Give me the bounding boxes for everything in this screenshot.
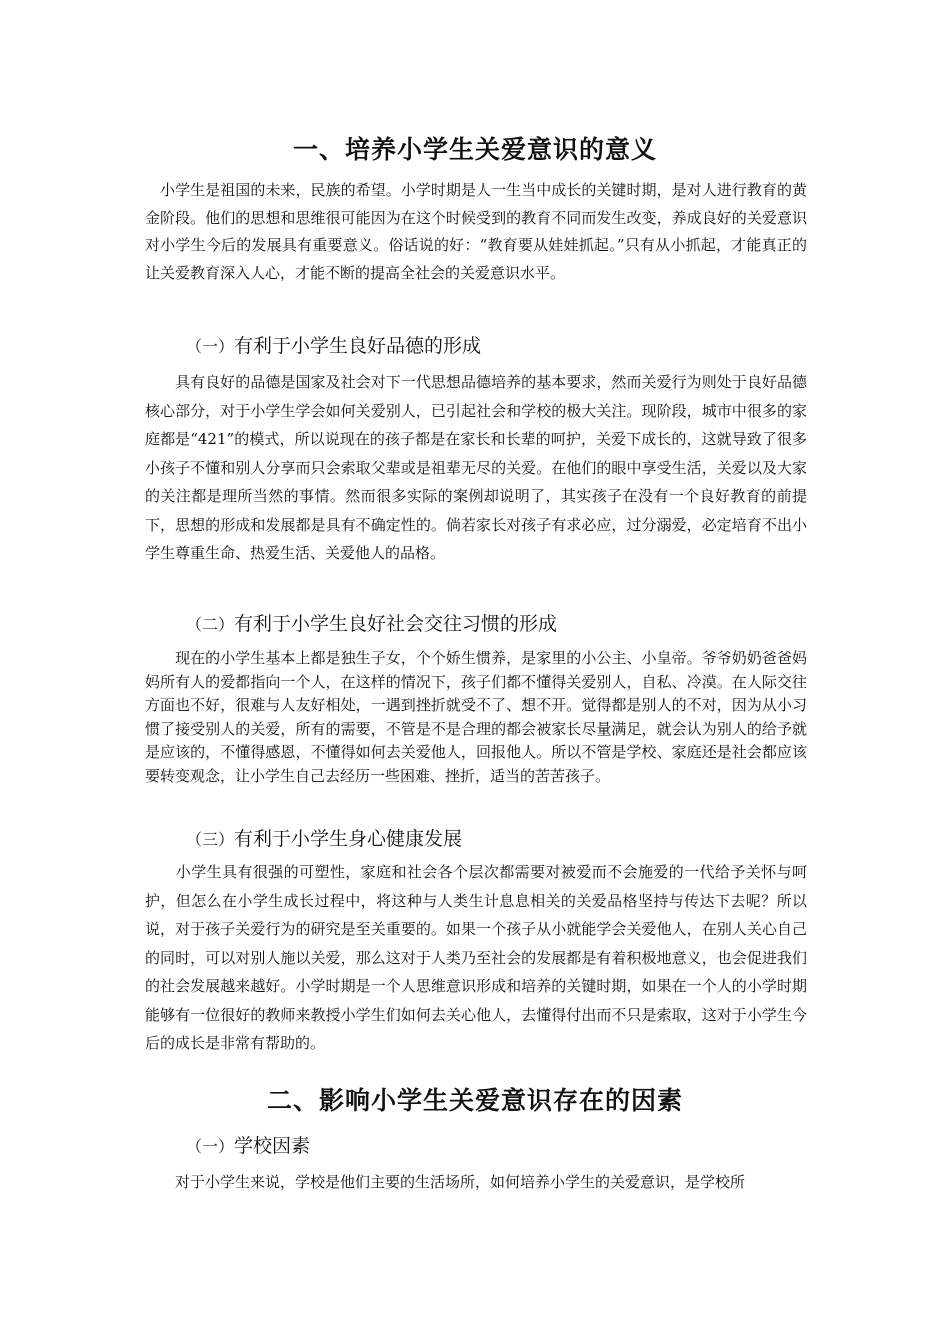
section-1-title: 一、培养小学生关爱意识的意义 (292, 135, 657, 164)
section-2-title: 二、影响小学生关爱意识存在的因素 (266, 1086, 683, 1115)
subsection-2-1-number: （一） (186, 1137, 235, 1156)
subsection-1-1-title: 有利于小学生良好品德的形成 (234, 335, 482, 357)
subsection-1-2-body (145, 647, 807, 788)
subsection-1-3-text: 小学生具有很强的可塑性，家庭和社会各个层次都需要对被爱而不会施爱的一代给予关怀与呵护，但怎么在小学生成长过程中，将这种与人类生计息息相关的关爱品格坚持与传达下去呢？所以说，对于孩子关爱行为的研究是至关重要的。如果一个孩子从小就能学会关爱他人，在别人关心自己的同时，可以对别人施以关爱，那么这对于人类乃至社会的发展都是有着积极地意义，也会促进我们的社会发展越来越好。小学时期是一个人思维意识形成和培养的关键时期，如果在一个人的小学时期能够有一位很好的教师来教授小学生们如何去关心他人，去懂得付出而不只是索取，这对于小学生今后的成长是非常有帮助的。 (145, 863, 807, 1052)
subsection-1-3-title: 有利于小学生身心健康发展 (234, 828, 463, 850)
subsection-1-1-body (145, 368, 807, 568)
subsection-2-1-title: 学校因素 (234, 1135, 311, 1157)
subsection-1-1-number: （一） (186, 337, 235, 356)
subsection-1-1-heading (186, 333, 481, 360)
subsection-1-2-heading (186, 611, 557, 638)
subsection-2-1-text: 对于小学生来说，学校是他们主要的生活场所，如何培养小学生的关爱意识，是学校所 (145, 1173, 746, 1191)
subsection-1-2-number: （二） (186, 615, 235, 634)
subsection-2-1-heading (186, 1133, 310, 1160)
subsection-1-3-number: （三） (186, 830, 235, 849)
subsection-1-3-body (145, 858, 807, 1058)
subsection-1-2-title: 有利于小学生良好社会交往习惯的形成 (234, 613, 558, 635)
section-1-intro (145, 177, 807, 287)
subsection-2-1-body (145, 1168, 807, 1197)
section-1-intro-text: 小学生是祖国的未来，民族的希望。小学时期是人一生当中成长的关键时期，是对人进行教育的黄金阶段。他们的思想和思维很可能因为在这个时候受到的教育不同而发生改变，养成良好的关爱意识对小学生今后的发展具有重要意义。俗话说的好：“教育要从娃娃抓起。”只有从小抓起，才能真正的让关爱教育深入人心，才能不断的提高全社会的关爱意识水平。 (145, 181, 807, 282)
subsection-1-3-heading (186, 826, 462, 853)
subsection-1-2-text: 现在的小学生基本上都是独生子女，个个娇生惯养，是家里的小公主、小皇帝。爷爷奶奶爸爸妈妈所有人的爱都指向一个人，在这样的情况下，孩子们都不懂得关爱别人，自私、冷漠。在人际交往方面也不好，很难与人友好相处，一遇到挫折就受不了、想不开。觉得都是别人的不对，因为从小习惯了接受别人的关爱，所有的需要，不管是不是合理的都会被家长尽量满足，就会认为别人的给予就是应该的，不懂得感恩，不懂得如何去关爱他人，回报他人。所以不管是学校、家庭还是社会都应该要转变观念，让小学生自己去经历一些困难、挫折，适当的苦苦孩子。 (145, 649, 807, 785)
subsection-1-1-text: 具有良好的品德是国家及社会对下一代思想品德培养的基本要求，然而关爱行为则处于良好品德核心部分，对于小学生学会如何关爱别人，已引起社会和学校的极大关注。现阶段，城市中很多的家庭都是“421”的模式，所以说现在的孩子都是在家长和长辈的呵护，关爱下成长的，这就导致了很多小孩子不懂和别人分享而只会索取父辈或是祖辈无尽的关爱。在他们的眼中享受生活，关爱以及大家的关注都是理所当然的事情。然而很多实际的案例却说明了，其实孩子在没有一个良好教育的前提下，思想的形成和发展都是具有不确定性的。倘若家长对孩子有求必应，过分溺爱，必定培育不出小学生尊重生命、热爱生活、关爱他人的品格。 (145, 373, 807, 562)
